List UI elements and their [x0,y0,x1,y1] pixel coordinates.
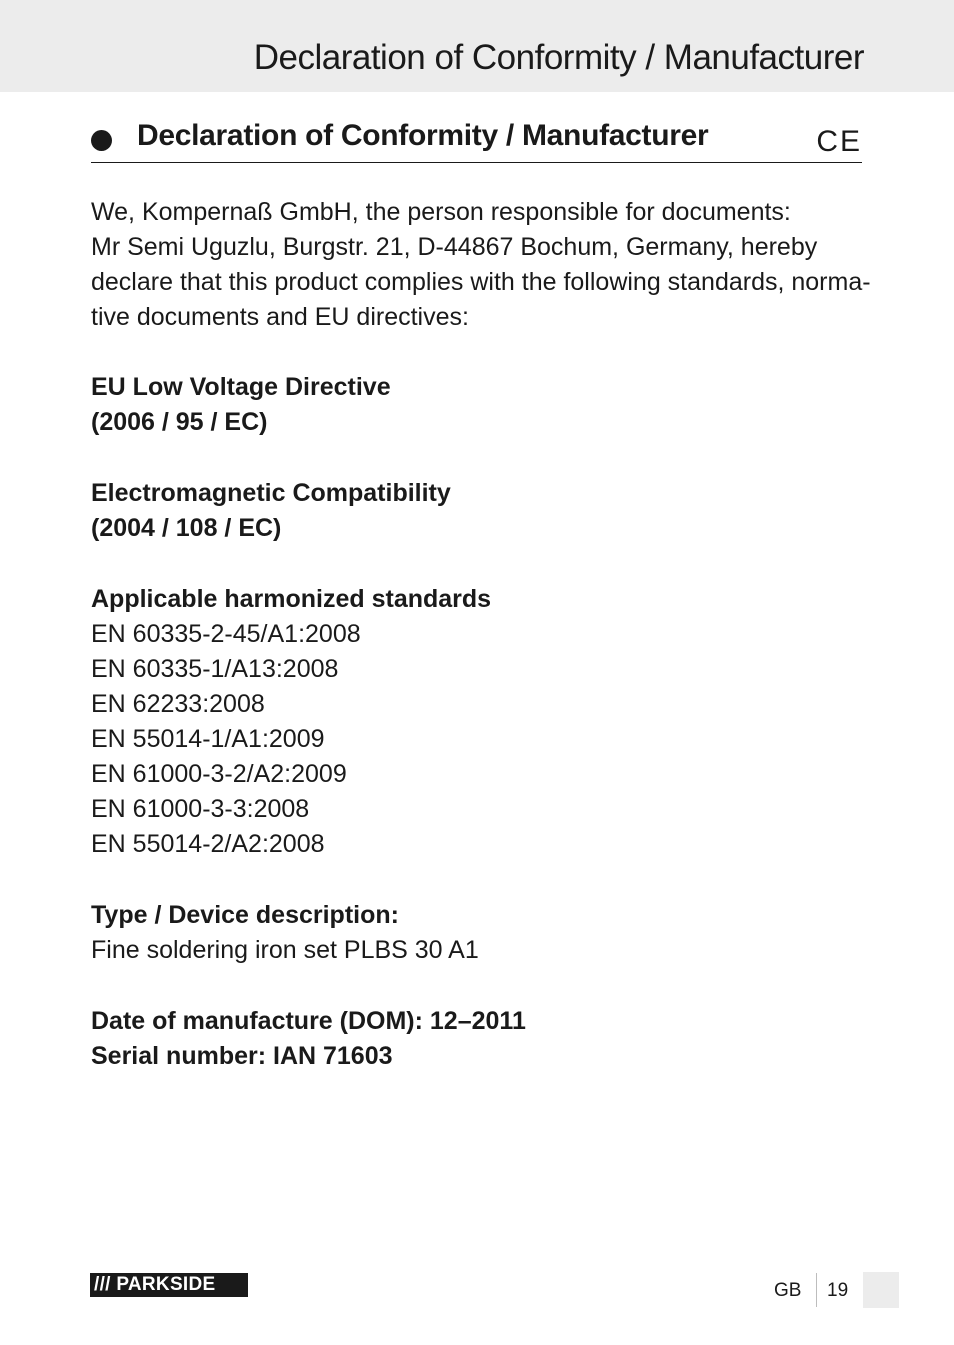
manufacture-info [91,1004,866,1074]
standard-item: EN 62233:2008 [91,690,265,718]
standards-title: Applicable harmonized standards [91,585,492,613]
device-description [91,898,866,968]
section-heading [91,116,862,163]
standard-item: EN 55014-2/A2:2008 [91,830,325,858]
intro-line: We, Kompernaß GmbH, the person responsible for documents: [91,198,791,226]
directive-title: EU Low Voltage Directive [91,373,391,401]
intro-line: tive documents and EU directives: [91,303,469,331]
directive-emc [91,476,866,546]
device-text: Fine soldering iron set PLBS 30 A1 [91,936,479,964]
directive-code: (2006 / 95 / EC) [91,408,268,436]
page-number: 19 [827,1280,849,1301]
parkside-logo: /// PARKSIDE [90,1273,248,1297]
standard-item: EN 55014-1/A1:2009 [91,725,325,753]
directive-title: Electromagnetic Compatibility [91,479,451,507]
manufacture-date: Date of manufacture (DOM): 12–2011 [91,1007,526,1035]
page-header-title: Declaration of Conformity / Manufacturer [253,38,864,77]
serial-number: Serial number: IAN 71603 [91,1042,393,1070]
standard-item: EN 61000-3-2/A2:2009 [91,760,347,788]
footer-divider [816,1273,817,1307]
standard-item: EN 61000-3-3:2008 [91,795,310,823]
directive-low-voltage [91,370,866,440]
standard-item: EN 60335-2-45/A1:2008 [91,620,361,648]
standards-list [91,582,866,862]
device-title: Type / Device description: [91,901,399,929]
intro-line: Mr Semi Uguzlu, Burgstr. 21, D-44867 Bochum, Germany, hereby [91,233,818,261]
bullet-icon [91,130,112,151]
intro-line: declare that this product complies with the following standards, norma- [91,268,871,296]
standard-item: EN 60335-1/A13:2008 [91,655,339,683]
page-tab-marker [863,1272,899,1308]
language-code: GB [774,1280,802,1301]
intro-paragraph [91,195,871,335]
ce-mark-icon: CE [816,125,862,158]
document-body [91,195,871,1110]
directive-code: (2004 / 108 / EC) [91,514,282,542]
section-heading-text: Declaration of Conformity / Manufacturer [137,119,709,152]
